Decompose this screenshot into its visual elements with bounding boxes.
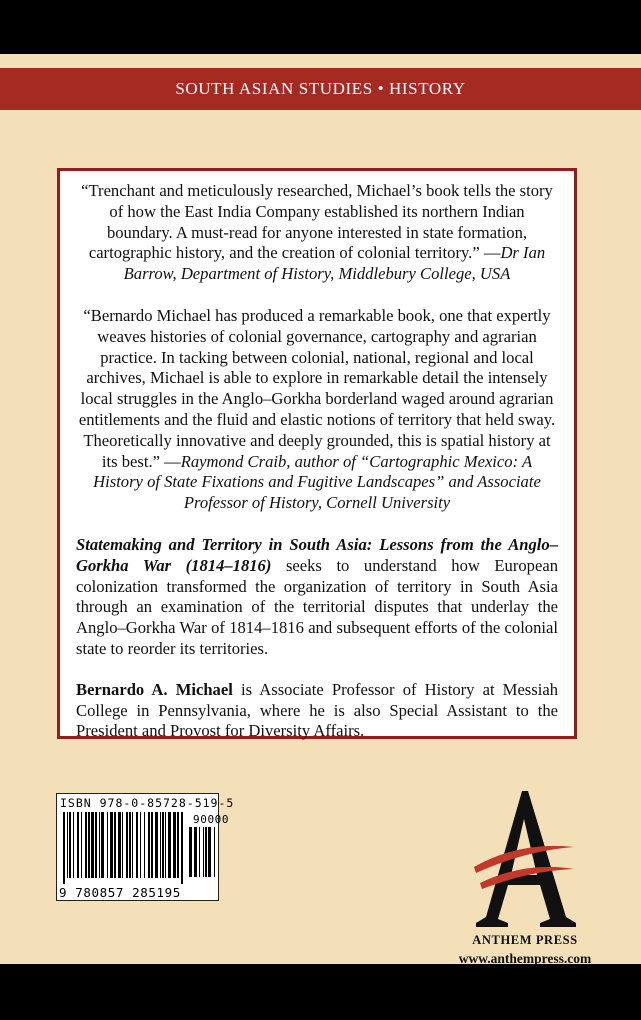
anthem-press-logo-icon <box>470 789 580 929</box>
publisher-name: ANTHEM PRESS <box>472 933 578 947</box>
review-2-attribution: Raymond Craib, author of “Cartographic Mexico: A History of State Fixations and Fugitive Landscapes” and Associate Professor of History, Cornell University <box>93 451 541 513</box>
text-panel <box>57 168 577 739</box>
author-bio-text: is Associate Professor of History at Messiah College in Pennsylvania, where he is also Special Assistant to the President and Provost for Diversity Affairs. <box>76 679 558 741</box>
isbn-number: ISBN 978-0-85728-519-5 <box>60 796 235 810</box>
price-code: 90000 <box>193 813 230 826</box>
ean-digits: 9 780857 285195 <box>59 885 181 900</box>
review-2-text: “Bernardo Michael has produced a remarkable book, one that expertly weaves histories of colonial governance, cartography and agrarian practice. In tacking between colonial, national, regional and local archives, Michael is able to explore in remarkable detail the intensely local struggles in the Anglo–Gorkha borderland waged around agrarian entitlements and the fluid and elastic notions of territory that held sway. Theoretically innovative and deeply grounded, this is spatial history at its best.” — <box>78 305 556 471</box>
back-cover <box>0 54 641 964</box>
book-title: Statemaking and Territory in South Asia: Lessons from the Anglo–Gorkha War (1814–1816) <box>76 534 558 575</box>
author-bio <box>76 680 558 742</box>
isbn-barcode <box>56 793 235 901</box>
category-banner: SOUTH ASIAN STUDIES • HISTORY <box>0 68 641 110</box>
barcode-addon-bars-icon <box>189 827 215 883</box>
review-1-text: “Trenchant and meticulously researched, Michael’s book tells the story of how the East India Company established its northern Indian boundary. A must-read for anyone interested in state formation, cartographic history, and the creation of colonial territory.” — <box>81 181 553 263</box>
author-name: Bernardo A. Michael <box>76 679 233 699</box>
publisher-website[interactable]: www.anthempress.com <box>458 951 592 966</box>
description-text: seeks to understand how European colonization transformed the organization of territory in South Asia through an examination of the territorial disputes that underlay the Anglo–Gorkha War of 1814–1816 and subsequent efforts of the colonial state to reorder its territories. <box>76 555 559 658</box>
book-description <box>76 535 558 660</box>
review-quote-1 <box>76 181 558 285</box>
review-quote-2 <box>76 306 558 514</box>
review-1-attribution: Dr Ian Barrow, Department of History, Middlebury College, USA <box>123 243 546 284</box>
barcode-bars-icon <box>63 812 185 884</box>
